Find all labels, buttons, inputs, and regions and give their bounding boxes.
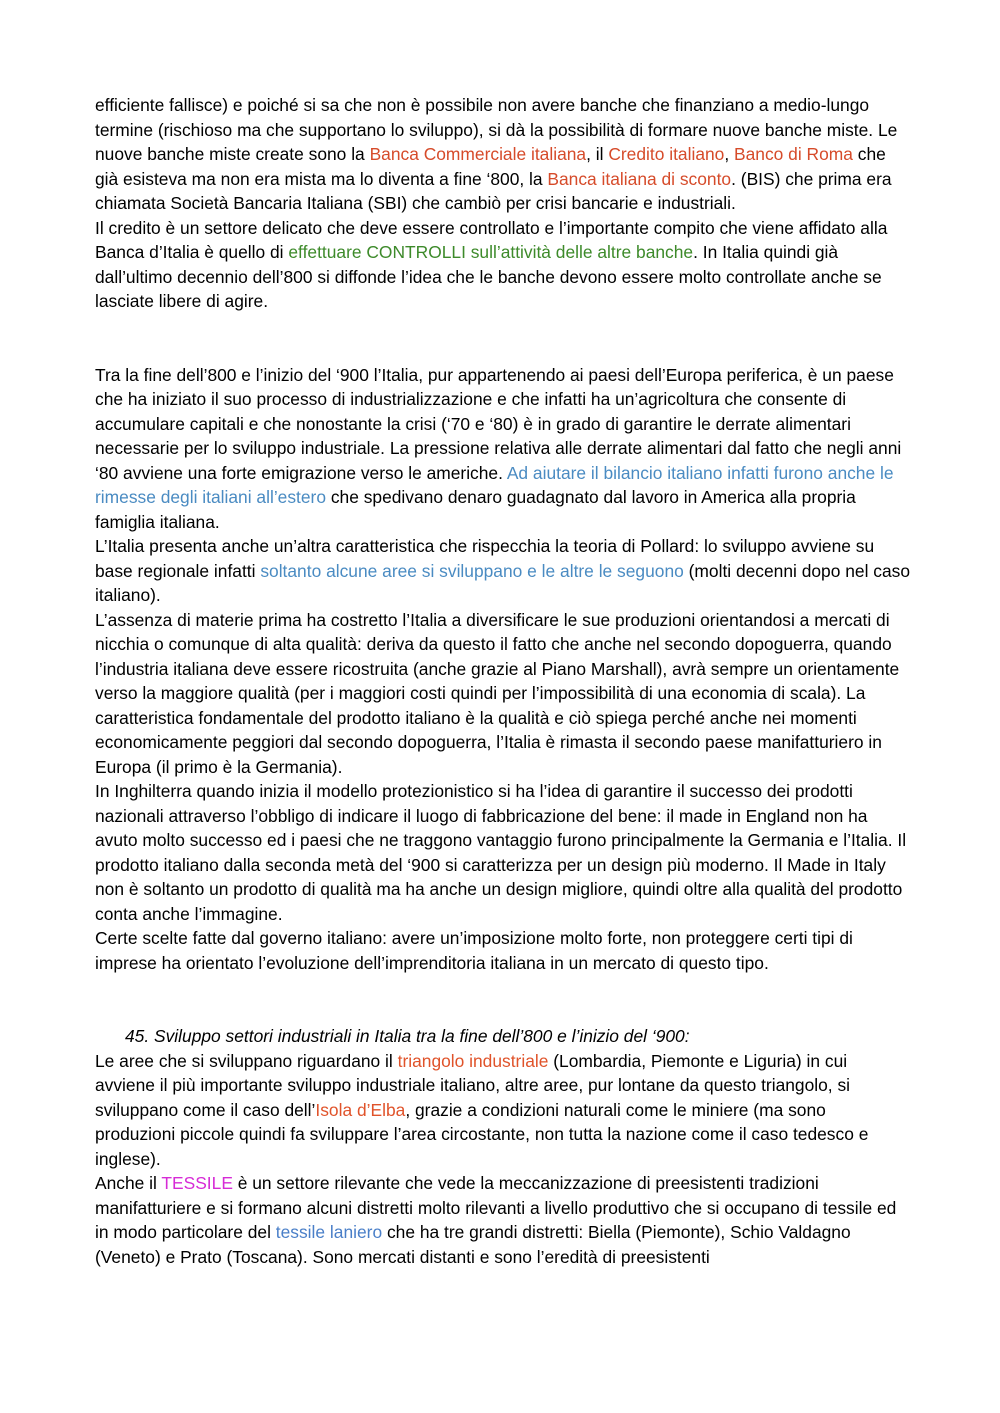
section-heading: 45. Sviluppo settori industriali in Italia tra la fine dell’800 e l’inizio del ‘900: xyxy=(125,1026,690,1046)
text-segment: efficiente fallisce) e poiché si sa che non è possibile non avere banche che finanziano a medio-lungo termine (rischioso ma che supportano lo sviluppo), si dà la possibilità di formare nuove banche miste. Le nuove banche miste create sono la xyxy=(95,95,898,164)
highlight-banco-di-roma: Banco di Roma xyxy=(734,144,853,164)
text-segment: Anche il xyxy=(95,1173,162,1193)
text-segment: Il credito è un settore delicato che deve essere controllato e l’importante compito che viene affidato alla Banca d’Italia è quello di xyxy=(95,217,888,262)
highlight-banca-commerciale: Banca Commerciale italiana xyxy=(369,144,587,164)
paragraph-industrialization xyxy=(95,363,910,535)
paragraph-triangolo xyxy=(95,1049,910,1172)
text-segment: L’Italia presenta anche un’altra caratteristica che rispecchia la teoria di Pollard: lo sviluppo avviene su base regionale infatti xyxy=(95,536,875,581)
text-segment: che ha tre grandi distretti: Biella (Piemonte), Schio Valdagno (Veneto) e Prato (Toscana). Sono mercati distanti e sono l’eredità di preesistenti xyxy=(95,1222,851,1267)
paragraph-government: Certe scelte fatte dal governo italiano: avere un’imposizione molto forte, non proteggere certi tipi di imprese ha orientato l’evoluzione dell’imprenditoria italiana in un mercato di questo tipo. xyxy=(95,928,853,973)
text-segment: , grazie a condizioni naturali come le miniere (ma sono produzioni piccole quindi fa sviluppare l’area circostante, non tutta la nazione come il caso tedesco e inglese). xyxy=(95,1099,869,1169)
paragraph-mixed-banks xyxy=(95,93,910,216)
paragraph-pollard xyxy=(95,534,910,608)
highlight-triangolo-industriale: triangolo industriale xyxy=(397,1050,549,1071)
text-segment: , xyxy=(724,144,735,164)
text-segment: che spedivano denaro guadagnato dal lavoro in America alla propria famiglia italiana. xyxy=(95,487,856,532)
spacer xyxy=(95,314,910,363)
paragraph-credit-control xyxy=(95,216,910,314)
text-segment: . (BIS) che prima era chiamata Società Bancaria Italiana (SBI) che cambiò per crisi bancarie e industriali. xyxy=(95,168,892,213)
spacer xyxy=(95,975,910,1024)
highlight-banca-italiana-sconto: Banca italiana di sconto xyxy=(547,168,732,189)
text-segment: , il xyxy=(586,144,609,164)
text-segment: che già esisteva ma non era mista ma lo diventa a fine ‘800, la xyxy=(95,144,886,189)
highlight-credito-italiano: Credito italiano xyxy=(608,144,725,164)
text-segment: è un settore rilevante che vede la meccanizzazione di preesistenti tradizioni manifatturiere e si formano alcuni distretti molto rilevanti a livello produttivo che si occupano di tessile ed in modo particolare del xyxy=(95,1173,897,1242)
text-segment: (molti decenni dopo nel caso italiano). xyxy=(95,560,911,605)
document-page xyxy=(95,93,910,1269)
paragraph-made-in: In Inghilterra quando inizia il modello protezionistico si ha l’idea di garantire il successo dei prodotti nazionali attraverso l’obbligo di indicare il luogo di fabbricazione del bene: il made in England non ha avuto molto successo ed i paesi che ne traggono vantaggio furono principalmente la Germania e l’Italia. Il prodotto italiano dalla seconda metà del ‘900 si caratterizza per un design più moderno. Il Made in Italy non è soltanto un prodotto di qualità ma ha anche un design migliore, quindi oltre alla qualità del prodotto conta anche l’immagine. xyxy=(95,781,907,924)
paragraph-tessile xyxy=(95,1171,910,1269)
highlight-rimesse: Ad aiutare il bilancio italiano infatti furono anche le rimesse degli italiani all’estero xyxy=(95,462,894,507)
highlight-tessile-laniero: tessile laniero xyxy=(275,1222,383,1242)
highlight-aree-sviluppo: soltanto alcune aree si sviluppano e le altre le seguono xyxy=(260,560,684,581)
text-segment: Le aree che si sviluppano riguardano il xyxy=(95,1050,398,1071)
text-segment: . In Italia quindi già dall’ultimo decennio dell’800 si diffonde l’idea che le banche devono essere molto controllate anche se lasciate libere di agire. xyxy=(95,242,882,311)
highlight-tessile: TESSILE xyxy=(161,1173,233,1193)
text-segment: Tra la fine dell’800 e l’inizio del ‘900 l’Italia, pur appartenendo ai paesi dell’Europa periferica, è un paese che ha iniziato il suo processo di industrializzazione e che infatti ha un’agricoltura che consente di accumulare capitali e che nonostante la crisi (‘70 e ‘80) è in grado di garantire le derrate alimentari necessarie per lo sviluppo industriale. La pressione relativa alle derrate alimentari dal fatto che negli anni ‘80 avviene una forte emigrazione verso le americhe. xyxy=(95,364,902,483)
highlight-controlli: effettuare CONTROLLI sull’attività delle altre banche xyxy=(288,242,694,262)
highlight-isola-elba: Isola d’Elba xyxy=(315,1099,406,1120)
text-segment: (Lombardia, Piemonte e Liguria) in cui avviene il più importante sviluppo industriale italiano, altre aree, pur lontane da questo triangolo, si sviluppano come il caso dell’ xyxy=(95,1050,851,1120)
paragraph-quality: L’assenza di materie prima ha costretto l’Italia a diversificare le sue produzioni orientandosi a mercati di nicchia o comunque di alta qualità: deriva da questo il fatto che anche nel secondo dopoguerra, quando l’industria italiana deve essere ricostruita (anche grazie al Piano Marshall), avrà sempre un orientamente verso la maggiore qualità (per i maggiori costi quindi per l’impossibilità di una economia di scala). La caratteristica fondamentale del prodotto italiano è la qualità e ciò spiega perché anche nei momenti economicamente peggiori dal secondo dopoguerra, l’Italia è rimasta il secondo paese manifatturiero in Europa (il primo è la Germania). xyxy=(95,609,900,777)
